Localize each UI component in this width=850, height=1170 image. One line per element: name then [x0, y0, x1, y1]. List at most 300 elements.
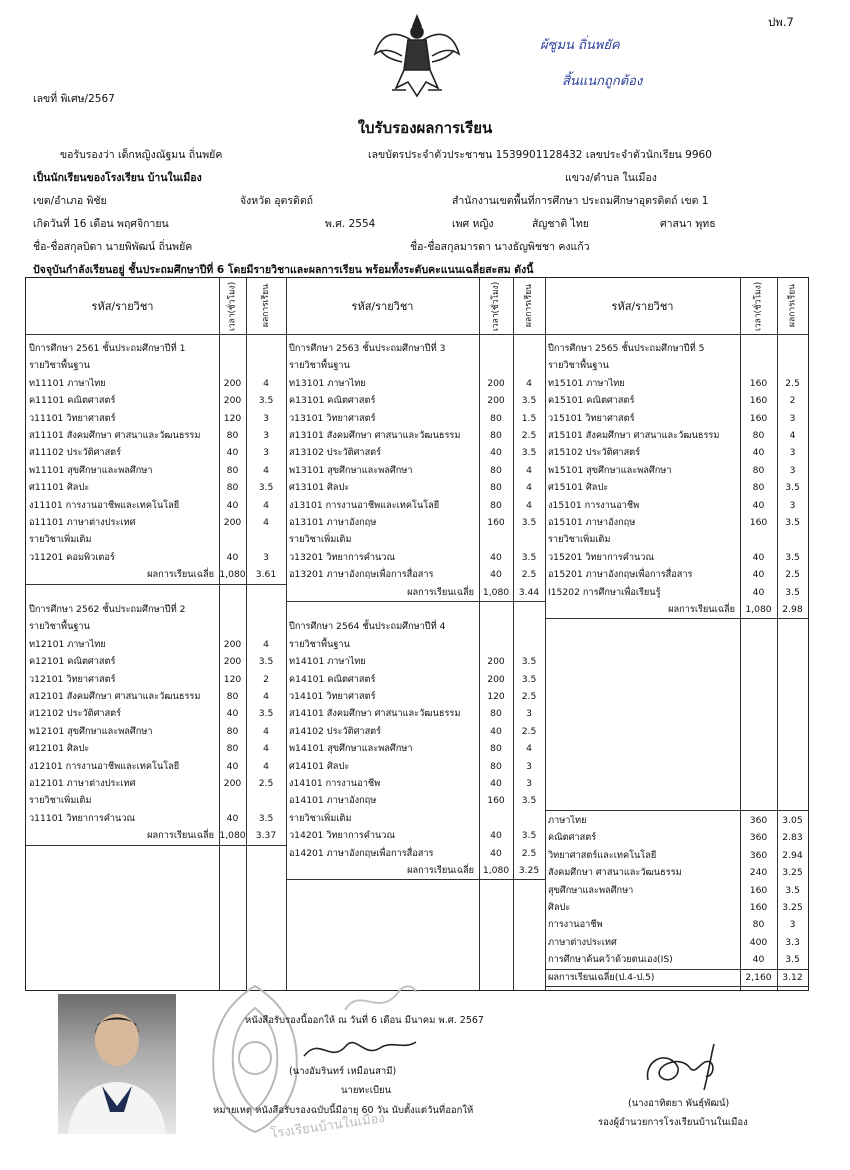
hours-cell: 120: [487, 691, 505, 702]
summary-grade: 3: [789, 919, 796, 931]
subject-cell: รายวิชาเพิ่มเติม: [29, 534, 92, 546]
subject-cell: พ12101 สุขศึกษาและพลศึกษา: [29, 725, 153, 737]
grade-cell: 3.5: [258, 708, 274, 720]
grade-cell: 3.5: [258, 395, 274, 407]
grade-cell: 4: [789, 430, 796, 441]
subject-cell: [289, 601, 474, 618]
summary-hours: 160: [749, 884, 768, 896]
grade-cell: 3.5: [785, 517, 800, 528]
grade-cell: 2.5: [521, 725, 537, 737]
subject-cell: อ11101 ภาษาต่างประเทศ: [29, 517, 136, 528]
school-line: เป็นนักเรียนของโรงเรียน บ้านในเมือง: [33, 172, 202, 184]
grade-cell: [513, 636, 545, 653]
subject-cell: รายวิชาเพิ่มเติม: [289, 534, 352, 546]
hours-cell: 200: [223, 638, 242, 650]
col1-header-grade: ผลการเรียน: [261, 284, 271, 328]
page-title: ใบรับรองผลการเรียน: [357, 119, 493, 137]
hours-cell: 200: [487, 395, 505, 407]
grade-cell: 3.5: [521, 656, 537, 668]
grade-cell: 2.5: [258, 778, 274, 789]
grade-cell: 3.5: [258, 482, 274, 494]
student-id-line: เลขบัตรประจำตัวประชาชน 1539901128432 เลขประจำตัวนักเรียน 9960: [368, 149, 712, 161]
subject-cell: ส15102 ประวัติศาสตร์: [548, 447, 641, 459]
summary-grade: 3.05: [782, 815, 803, 826]
subject-cell: ง13101 การงานอาชีพและเทคโนโลยี: [289, 499, 440, 511]
grade-cell: 1.5: [521, 412, 537, 424]
subject-cell: ปีการศึกษา 2565 ชั้นประถมศึกษาปีที่ 5: [548, 343, 705, 354]
grade-cell: [246, 357, 286, 374]
subject-cell: ว15201 วิทยาการคำนวณ: [548, 551, 654, 563]
subject-cell: ว15101 วิทยาศาสตร์: [548, 412, 635, 424]
grade-cell: 3: [526, 778, 532, 789]
hours-cell: 40: [752, 569, 765, 581]
hours-cell: 200: [487, 673, 505, 685]
col3-header-grade: ผลการเรียน: [787, 284, 798, 328]
subject-cell: ส13101 สังคมศึกษา ศาสนาและวัฒนธรรม: [289, 430, 461, 441]
summary-subject: ภาษาต่างประเทศ: [548, 936, 617, 948]
average-divider: [545, 618, 808, 619]
subject-cell: รายวิชาพื้นฐาน: [289, 360, 350, 372]
grade-cell: 2.5: [521, 691, 537, 702]
hours-cell: 200: [223, 517, 242, 528]
col1-header-subject: รหัส/รายวิชา: [91, 300, 154, 313]
hours-cell: [479, 618, 513, 635]
hours-cell: [219, 357, 246, 374]
registrar-name: (นางอัมรินทร์ เหมือนสามี): [289, 1066, 397, 1077]
hours-cell: 80: [226, 482, 239, 494]
subject-cell: ศ13101 ศิลปะ: [289, 482, 350, 494]
grade-cell: 3.61: [255, 569, 277, 581]
subject-cell: ปีการศึกษา 2561 ชั้นประถมศึกษาปีที่ 1: [29, 343, 186, 354]
subject-cell: รายวิชาพื้นฐาน: [29, 360, 90, 372]
subject-cell: พ11101 สุขศึกษาและพลศึกษา: [29, 464, 153, 476]
grade-cell: [246, 340, 286, 357]
grade-cell: 4: [526, 743, 532, 755]
subject-cell: ศ11101 ศิลปะ: [29, 482, 90, 494]
hours-cell: 160: [749, 395, 768, 407]
grade-cell: [513, 531, 545, 548]
district-line: เขต/อำเภอ พิชัย: [33, 195, 107, 207]
subject-cell: อ15101 ภาษาอังกฤษ: [548, 517, 636, 528]
subject-cell: ส14101 สังคมศึกษา ศาสนาและวัฒนธรรม: [289, 708, 461, 720]
subject-cell: ท15101 ภาษาไทย: [548, 377, 625, 389]
average-label: ผลการเรียนเฉลี่ย: [407, 586, 474, 598]
subject-cell: พ13101 สุขศึกษาและพลศึกษา: [289, 464, 413, 476]
grade-cell: 2.5: [521, 430, 537, 441]
registrar-title: นายทะเบียน: [341, 1085, 392, 1096]
grade-cell: 2.5: [785, 569, 800, 581]
subject-cell: อ14101 ภาษาอังกฤษ: [289, 795, 377, 807]
grade-cell: 3.5: [521, 830, 537, 842]
average-label: ผลการเรียนเฉลี่ย: [147, 569, 214, 581]
col3-header-subject: รหัส/รายวิชา: [611, 300, 674, 313]
subject-cell: รายวิชาพื้นฐาน: [548, 360, 609, 372]
subject-cell: ง11101 การงานอาชีพและเทคโนโลยี: [29, 499, 180, 511]
summary-row-line: [545, 986, 808, 987]
religion: ศาสนา พุทธ: [660, 218, 716, 230]
subject-cell: ศ14101 ศิลปะ: [289, 760, 350, 772]
subject-cell: ว13201 วิทยาการคำนวณ: [289, 551, 395, 563]
summary-grade: 3.25: [782, 902, 803, 913]
grade-cell: [246, 584, 286, 601]
summary-subject: สุขศึกษาและพลศึกษา: [548, 884, 634, 896]
hours-cell: 1,080: [482, 865, 510, 876]
subject-cell: ว11101 วิทยาศาสตร์: [29, 412, 116, 424]
col3-header-hours: เวลา(ชั่วโมง): [753, 281, 764, 331]
grade-cell: 4: [263, 691, 269, 702]
grade-cell: 2: [789, 395, 796, 407]
average-label: ผลการเรียนเฉลี่ย: [407, 865, 474, 876]
subject-cell: พ15101 สุขศึกษาและพลศึกษา: [548, 464, 672, 476]
summary-subject: ศิลปะ: [548, 902, 571, 913]
hours-cell: 40: [490, 830, 502, 842]
subject-cell: ง14101 การงานอาชีพ: [289, 778, 381, 789]
subject-cell: ส12102 ประวัติศาสตร์: [29, 708, 122, 720]
form-code: ปพ.7: [768, 15, 794, 29]
grade-cell: 3.44: [518, 586, 540, 598]
summary-subject: ภาษาไทย: [548, 815, 587, 826]
summary-hours: 360: [749, 832, 768, 844]
subject-cell: ส11101 สังคมศึกษา ศาสนาและวัฒนธรรม: [29, 430, 201, 441]
col2-header-subject: รหัส/รายวิชา: [351, 300, 414, 313]
hours-cell: [479, 357, 513, 374]
student-photo: [58, 994, 176, 1134]
grade-cell: [513, 340, 545, 357]
grade-cell: 2: [263, 673, 269, 685]
hours-cell: 120: [223, 673, 242, 685]
subject-cell: ศ15101 ศิลปะ: [548, 482, 609, 494]
subject-cell: ปีการศึกษา 2562 ชั้นประถมศึกษาปีที่ 2: [29, 604, 186, 615]
father-name: ชื่อ-ชื่อสกุลบิดา นายพิพัฒน์ ถิ่นพยัค: [33, 241, 193, 253]
subject-cell: ค11101 คณิตศาสตร์: [29, 395, 116, 407]
subject-cell: อ13201 ภาษาอังกฤษเพื่อการสื่อสาร: [289, 569, 434, 581]
hours-cell: 40: [490, 569, 502, 581]
grade-cell: [513, 618, 545, 635]
summary-grade: 3.3: [785, 936, 800, 948]
hours-cell: 80: [490, 482, 502, 494]
subject-cell: ท13101 ภาษาไทย: [289, 377, 366, 389]
grade-cell: 3: [789, 412, 796, 424]
hours-cell: 80: [490, 499, 502, 511]
hours-cell: 200: [223, 377, 242, 389]
hours-cell: [479, 810, 513, 827]
grade-cell: 2.98: [782, 604, 803, 615]
hours-cell: 160: [749, 517, 768, 528]
registrar-signature-icon: [300, 1028, 420, 1068]
hours-cell: 40: [226, 447, 239, 459]
grade-cell: 4: [263, 517, 269, 528]
hours-cell: 40: [752, 499, 765, 511]
director-title: รองผู้อำนวยการโรงเรียนบ้านในเมือง: [598, 1117, 748, 1128]
education-area-line: สำนักงานเขตพื้นที่การศึกษา ประถมศึกษาอุตรดิตถ์ เขต 1: [452, 195, 709, 207]
summary-grade: 2.94: [782, 849, 803, 861]
subject-cell: ส13102 ประวัติศาสตร์: [289, 447, 382, 459]
grade-cell: 2.5: [785, 377, 800, 389]
subject-cell: ว11101 วิทยาการคำนวณ: [29, 812, 135, 824]
grade-cell: 4: [263, 377, 269, 389]
doc-number: เลขที่ พิเศษ/2567: [33, 93, 115, 105]
grade-cell: 3.5: [521, 517, 537, 528]
grade-cell: [777, 357, 808, 374]
grade-cell: [777, 531, 808, 548]
average-divider: [286, 879, 545, 880]
subject-cell: ส14102 ประวัติศาสตร์: [289, 725, 382, 737]
province-line: จังหวัด อุตรดิตถ์: [240, 195, 314, 207]
subject-cell: อ12101 ภาษาต่างประเทศ: [29, 778, 136, 789]
director-signature-icon: [640, 1040, 730, 1095]
hours-cell: 40: [490, 778, 502, 789]
hours-cell: 200: [487, 656, 505, 668]
subject-cell: ง15101 การงานอาชีพ: [548, 499, 640, 511]
subject-cell: รายวิชาพื้นฐาน: [289, 638, 350, 650]
summary-grade: 2.83: [782, 832, 803, 844]
summary-subject: สังคมศึกษา ศาสนาและวัฒนธรรม: [548, 867, 682, 879]
average-label: ผลการเรียนเฉลี่ย: [147, 830, 214, 842]
hours-cell: 40: [226, 760, 239, 772]
hours-cell: 40: [490, 725, 502, 737]
subject-cell: รายวิชาเพิ่มเติม: [548, 534, 611, 546]
stamp-text: โรงเรียนบ้านในเมือง: [269, 1111, 386, 1142]
subject-cell: ว13101 วิทยาศาสตร์: [289, 412, 376, 424]
subject-cell: รายวิชาพื้นฐาน: [29, 621, 90, 633]
hours-cell: [219, 618, 246, 635]
grade-cell: 2.5: [521, 569, 537, 581]
grade-cell: 3.5: [521, 395, 537, 407]
hours-cell: [219, 601, 246, 618]
grade-cell: 3.5: [521, 795, 537, 807]
hours-cell: [740, 357, 777, 374]
grade-cell: 3: [263, 551, 269, 563]
garuda-emblem-icon: [372, 10, 462, 102]
grade-cell: 4: [263, 725, 269, 737]
hours-cell: 160: [749, 412, 768, 424]
subject-cell: ปีการศึกษา 2564 ชั้นประถมศึกษาปีที่ 4: [289, 621, 446, 633]
grade-cell: 4: [526, 377, 532, 389]
hours-cell: 120: [223, 412, 242, 424]
hours-cell: [219, 584, 246, 601]
hours-cell: 160: [749, 377, 768, 389]
hours-cell: 80: [226, 691, 239, 702]
summary-hours: 360: [749, 815, 768, 826]
director-name: (นางอาทิตยา พันธุ์พัฒน์): [628, 1098, 730, 1109]
hours-cell: [479, 531, 513, 548]
grade-cell: [246, 601, 286, 618]
subject-cell: I15202 การศึกษาเพื่อเรียนรู้: [548, 586, 661, 598]
subdistrict-line: แขวง/ตำบล ในเมือง: [565, 172, 657, 184]
hours-cell: 80: [226, 743, 239, 755]
hours-cell: 1,080: [482, 586, 510, 598]
issue-date: หนังสือรับรองนี้ออกให้ ณ วันที่ 6 เดือน มีนาคม พ.ศ. 2567: [245, 1015, 484, 1026]
grades-table: [25, 277, 809, 991]
average-divider: [26, 845, 286, 846]
hours-cell: 200: [223, 778, 242, 789]
grade-cell: 3.5: [785, 551, 800, 563]
current-status-line: ปัจจุบันกำลังเรียนอยู่ ชั้นประถมศึกษาปีที่ 6 โดยมีรายวิชาและผลการเรียน พร้อมทั้งระดับคะแนนเฉลี่ยสะสม ดังนี้: [33, 264, 534, 276]
subject-cell: อ14201 ภาษาอังกฤษเพื่อการสื่อสาร: [289, 847, 434, 859]
summary-grade: 3.5: [785, 954, 800, 966]
grade-cell: 3.5: [521, 673, 537, 685]
summary-subject: วิทยาศาสตร์และเทคโนโลยี: [548, 849, 657, 861]
gender: เพศ หญิง: [452, 218, 494, 230]
grade-cell: 3.25: [518, 865, 540, 876]
subject-cell: ง12101 การงานอาชีพและเทคโนโลยี: [29, 760, 180, 772]
summary-subject: ผลการเรียนเฉลี่ย(ป.4-ป.5): [548, 971, 655, 983]
grade-cell: 3: [789, 499, 796, 511]
hours-cell: [219, 531, 246, 548]
birth-date: เกิดวันที่ 16 เดือน พฤศจิกายน: [33, 218, 169, 230]
hours-cell: 80: [490, 412, 502, 424]
grade-cell: 4: [263, 499, 269, 511]
grade-cell: 4: [263, 743, 269, 755]
hours-cell: [479, 636, 513, 653]
summary-grade: 3.25: [782, 867, 803, 879]
hours-cell: 80: [752, 430, 765, 441]
summary-subject: การศึกษาค้นคว้าด้วยตนเอง(IS): [548, 954, 673, 966]
hours-cell: [740, 340, 777, 357]
subject-cell: ท11101 ภาษาไทย: [29, 377, 106, 389]
hours-cell: 80: [490, 708, 502, 720]
subject-cell: ส15101 สังคมศึกษา ศาสนาและวัฒนธรรม: [548, 430, 720, 441]
grade-cell: 3.37: [255, 830, 277, 842]
grade-cell: 3: [263, 430, 269, 441]
hours-cell: 40: [226, 499, 239, 511]
hours-cell: 80: [490, 743, 502, 755]
subject-cell: ว12101 วิทยาศาสตร์: [29, 673, 116, 685]
grade-cell: 4: [263, 638, 269, 650]
grade-cell: [246, 618, 286, 635]
hours-cell: 40: [490, 551, 502, 563]
subject-cell: ท14101 ภาษาไทย: [289, 656, 366, 668]
hours-cell: 40: [490, 847, 502, 859]
hours-cell: 80: [752, 482, 765, 494]
grade-cell: [513, 357, 545, 374]
handwritten-note-1: ผ้ซูมน ถิ่นพยัค: [540, 38, 620, 53]
hours-cell: [479, 601, 513, 618]
hours-cell: [740, 531, 777, 548]
summary-hours: 2,160: [745, 971, 772, 983]
subject-cell: ส11102 ประวัติศาสตร์: [29, 447, 122, 459]
col2-header-hours: เวลา(ชั่วโมง): [491, 281, 501, 331]
grade-cell: [513, 810, 545, 827]
grade-cell: 4: [263, 464, 269, 476]
hours-cell: 40: [226, 708, 239, 720]
grade-cell: 3.5: [785, 482, 800, 494]
mother-name: ชื่อ-ชื่อสกุลมารดา นางธัญพิชชา คงแก้ว: [410, 241, 590, 253]
hours-cell: 80: [226, 725, 239, 737]
grade-cell: 3.5: [521, 447, 537, 459]
subject-cell: อ13101 ภาษาอังกฤษ: [289, 517, 377, 528]
grade-cell: 3.5: [258, 812, 274, 824]
col1-header-hours: เวลา(ชั่วโมง): [227, 281, 238, 331]
subject-cell: ค15101 คณิตศาสตร์: [548, 395, 635, 407]
grade-cell: 4: [526, 464, 532, 476]
grade-cell: 3: [526, 760, 532, 772]
hours-cell: 40: [752, 447, 765, 459]
grade-cell: 3.5: [258, 656, 274, 668]
hours-cell: [219, 340, 246, 357]
subject-cell: [29, 584, 214, 601]
subject-cell: ค14101 คณิตศาสตร์: [289, 673, 376, 685]
subject-cell: ค13101 คณิตศาสตร์: [289, 395, 376, 407]
hours-cell: 80: [490, 464, 502, 476]
summary-hours: 80: [752, 919, 765, 931]
subject-cell: ว14101 วิทยาศาสตร์: [289, 691, 376, 702]
summary-hours: 240: [749, 867, 768, 879]
summary-grade: 3.5: [785, 884, 800, 896]
nationality: สัญชาติ ไทย: [532, 218, 589, 230]
hours-cell: 80: [752, 464, 765, 476]
handwritten-note-2: สิ้นแนกถูกต้อง: [562, 74, 643, 89]
hours-cell: [219, 792, 246, 809]
subject-cell: ว14201 วิทยาการคำนวณ: [289, 830, 395, 842]
hours-cell: 160: [487, 517, 505, 528]
summary-hours: 360: [749, 849, 768, 861]
hours-cell: 40: [752, 551, 765, 563]
grade-cell: 4: [526, 482, 532, 494]
hours-cell: 200: [223, 395, 242, 407]
col2-header-grade: ผลการเรียน: [524, 284, 534, 328]
hours-cell: 1,080: [219, 830, 246, 842]
subject-cell: พ14101 สุขศึกษาและพลศึกษา: [289, 743, 413, 755]
grade-cell: 3.5: [785, 586, 800, 598]
subject-cell: ท12101 ภาษาไทย: [29, 638, 106, 650]
subject-cell: อ15201 ภาษาอังกฤษเพื่อการสื่อสาร: [548, 569, 693, 581]
grade-cell: 2.5: [521, 847, 537, 859]
subject-cell: ส12101 สังคมศึกษา ศาสนาและวัฒนธรรม: [29, 691, 201, 702]
subject-cell: ว11201 คอมพิวเตอร์: [29, 551, 115, 563]
hours-cell: 40: [226, 812, 239, 824]
hours-cell: 40: [752, 586, 765, 598]
grade-cell: 3: [789, 464, 796, 476]
hours-cell: 80: [226, 430, 239, 441]
grade-cell: 3: [263, 412, 269, 424]
hours-cell: 80: [490, 760, 502, 772]
summary-grade: 3.12: [782, 971, 803, 983]
hours-cell: 80: [226, 464, 239, 476]
grade-cell: 3.5: [521, 551, 537, 563]
grade-cell: 3: [789, 447, 796, 459]
hours-cell: 200: [223, 656, 242, 668]
summary-subject: คณิตศาสตร์: [548, 832, 597, 844]
hours-cell: 200: [487, 377, 505, 389]
summary-hours: 160: [749, 902, 768, 913]
grade-cell: [246, 531, 286, 548]
birth-year: พ.ศ. 2554: [325, 218, 376, 230]
grade-cell: [777, 340, 808, 357]
hours-cell: 1,080: [745, 604, 772, 615]
summary-subject: การงานอาชีพ: [548, 919, 603, 931]
hours-cell: 40: [226, 551, 239, 563]
hours-cell: 80: [490, 430, 502, 441]
validity-note: หมายเหตุ หนังสือรับรองฉบับนี้มีอายุ 60 วัน นับตั้งแต่วันที่ออกให้: [213, 1105, 474, 1116]
hours-cell: [479, 340, 513, 357]
subject-cell: รายวิชาเพิ่มเติม: [289, 812, 352, 824]
student-name: ขอรับรองว่า เด็กหญิงณัฐมน ถิ่นพยัค: [60, 149, 223, 161]
summary-divider: [545, 810, 808, 811]
subject-cell: รายวิชาเพิ่มเติม: [29, 795, 92, 807]
grade-cell: 4: [526, 499, 532, 511]
grade-cell: 4: [263, 760, 269, 772]
grade-cell: 3: [263, 447, 269, 459]
hours-cell: 1,080: [219, 569, 246, 581]
grade-cell: [513, 601, 545, 618]
grade-cell: 3: [526, 708, 532, 720]
average-label: ผลการเรียนเฉลี่ย: [668, 604, 735, 615]
hours-cell: 160: [487, 795, 505, 807]
summary-hours: 400: [749, 936, 768, 948]
hours-cell: 40: [490, 447, 502, 459]
subject-cell: ค12101 คณิตศาสตร์: [29, 656, 116, 668]
